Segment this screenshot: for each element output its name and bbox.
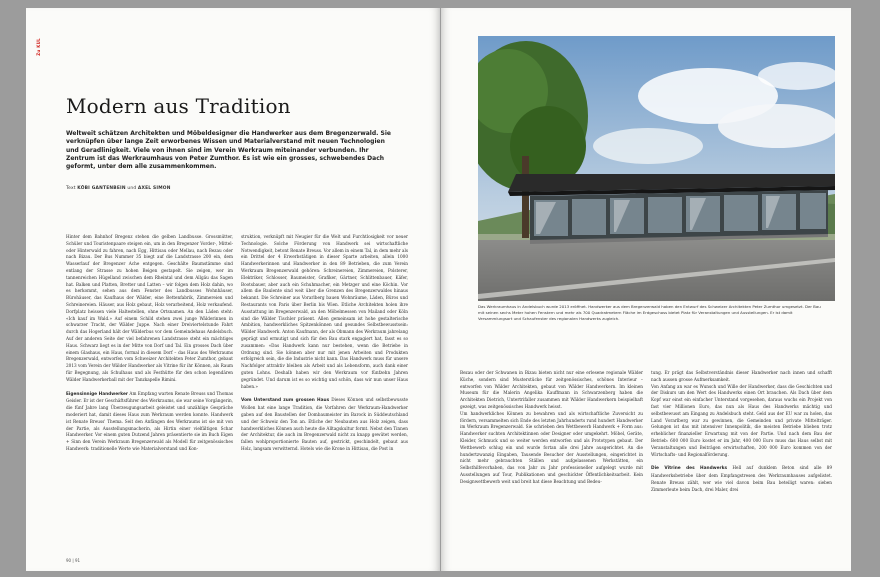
subheading: Vom Unterstand zum grossen Haus (241, 398, 330, 404)
body-paragraph (66, 391, 233, 453)
author-credit (66, 186, 171, 191)
body-paragraph: struktion, verknüpft mit Neugier für die Welt und Furchtlosigkeit vor neuer Technologie. Solche Förderung von Handwerk sei wirtschaftliche Notwendigkeit, betont Renate Breuss. Vor allem in einem Tal, in dem mehr als ein Drittel der 4 Erwerbstätigen in dieser Sparte arbeiten, allein 1000 Handwerkerinnen und Handwerker in den 89 Betrieben, die zum Verein Werkraum Bregenzerwald gehören: Schreinereien, Zimmereien, Polsterer, Elektriker, Schlosser, Baumeister, Grafiker, Gärtner, Schlittenbauer, Käfer, Bootsbauer, aber auch ein Schuhmacher, ein Metzger und eine Köchin. Vor allem die Baulente sind weit über die Grenzen des Bregenzerwaldes hinaus bekannt. Die Schreiner aus Vorarlberg bauen Wohnräume, Läden, Büros und Restaurants von Paris über Berlin bis Wien. Etliche Architekten holen ihre Ausstattung im Bregenzerwald, an den Möbelmessen von Mailand oder Köln sind die Wälder Tischler präsent. Allen gemeinsam ist hohe gestalterische Ambition, handwerkliches Spitzenkönnen und gesundes Selbstbewusstsein: Wälder Handwerk. Anton Kaufmann, der als Obmann des Werkraum jahrelang geprägt und ermutigt und sich für den Bau stark engagiert hat, fasst es so zusammen: «Das Handwerk kann nur bestehen, wenn die Betriebe in Ordnung sind. Sie können aber nur mit jenen Arbeiten und Produkten erfolgreich sein, die die Industrie nicht kann. Das Handwerk muss für unsere Nachfolger attraktiv bleiben als Arbeit und als Lebensform, auch dank einer guten Lohns. Deshalb haben wir den Werkraum vor fünfzehn Jahren gegründet. Und darum ist es so wichtig und schön, dass wir nun unser Haus haben.» (241, 234, 408, 389)
text-column-left-2 (241, 234, 408, 562)
right-page (441, 8, 851, 571)
body-paragraph: Bezau oder der Schwanen in Bizau bieten nicht nur eine erlesene regionale Wälder Küche, sondern sind Musterstücke für zeitgenössisches, schönes Interieur – entworfen von Wälder Architekten, gebaut von Wälder Handwerkern. Im kleinen Museum für die Malerin Angelika Kauffmann in Schwarzenberg haben die Architekten Dietrich, Untertrifaller zusammen mit Wälder Handwerkern beispielhaft gezeigt, was zeitgenössisches Handwerk heisst. (460, 370, 643, 409)
subheading: Die Vitrine des Handwerks (651, 466, 728, 472)
body-text: Am Empfang warten Renate Breuss und Thomas Geisler. Er ist der Geschäftsführer des Werkraums, sie war seine Vorgängerin, die fünf Jahre lang Überzeugungsarbeit geleistet und unzählige Gespräche moderiert hat, damit dieses Haus zum Werkraum werden konnte. Handwerk ist Renate Breuss' Thema. Seit den Anfängen des Werkraums ist sie mit von der Partie, als Ausstellungsmacherin, als Hirtin einer vielfältigen Schar Handwerker. Vor einem guten Dutzend Jahren präsentierte sie im Buch Eigen + Sinn den Verein Werkraum Bregenzerwald als Modell für zeitgenössisches Handwerk: traditionelle Werte wie Materialverstand und Kon- (66, 390, 233, 451)
left-page (26, 8, 440, 571)
photo-caption: Das Werkraumhaus in Andelsbuch wurde 2013 eröffnet. Handwerker aus dem Bregenzerwald haben den Entwurf des Schweizer Architekten Peter Zumthor umgesetzt. Der Bau mit seinen sechs Meter hohen Fenstern und mehr als 700 Quadratmetern Fläche im Erdgeschoss bietet Platz für Veranstaltungen und Ausstellungen. Er ist damit Versammlungsort und Schaufenster des regionalen Handwerks zugleich. (478, 304, 821, 321)
article-title: Modern aus Tradition (66, 94, 291, 118)
body-paragraph: Von Anfang an war es Wunsch und Wille der Handwerker, dass die Geschichten und der Diskurs um den Wert des Handwerks einen Ort brauchen. Als Dach über dem Kopf war einst ein einfacher Unterstand vorgesehen, daraus wuchs ein Projekt von fast vier Millionen Euro, das nun als Haus des Handwerks mächtig und selbstbewusst am Eingang zu Andelsbuch steht. Geld aus der EU war zu holen, das Land Vorarlberg war zu gewinnen, die Gemeinden und private Mittelträger. Gelungen ist das mit intensiver Innenpolitik, die meisten Betriebe blieben trotz erheblicher finanzieller Erwartung mit von der Partie. Und nach dem Bau der Betrieb: 600 000 Euro kostet er im Jahr, 400 000 Euro muss das Haus selbst mit Veranstaltungen und Beiträgen erwirtschaften, 200 000 Euro kommen von der Wirtschafts- und Regionalförderung. (651, 383, 832, 457)
body-paragraph: Um handwerkliches Können zu bewahren und als wirtschaftliche Zuversicht zu fördern, versammelten sich Ende des letzten Jahrhunderts rund hundert Handwerker im Werkraum Bregenzerwald. Sie schrieben den Wettbewerb Handwerk + Form aus: Handwerker suchten Architektinnen oder Designer oder umgekehrt. Möbel, Geräte, Kleider, Schmuck und so weiter werden entworfen und als Prototypen gebaut. Der Wettbewerb schlug ein und wurde fortan alle drei Jahre ausgerichtet. An die hundertzwanzig Eingaben, Tausende Besucher der Ausstellungen, eingerichtet in nicht mehr gebrauchten Ställen und aufgelassenen Werkstätten, ein Selbsthilfevorhaben, das von Jahr zu Jahr professioneller aufgelegt wurde mit Ausstellungen auf Tour, Publikationen und geschickter Öffentlichkeitsarbeit. Kein Designwettbewerb weit und breit hat diese Beachtung und Bedeu- (460, 410, 643, 484)
text-column-left-1 (66, 234, 233, 562)
body-paragraph (651, 465, 832, 493)
body-text: Hell auf dunklem Beton sind alle 89 Handwerksbetriebe über dem Empfangstresen des Werkraumhauses aufgelistet. Renate Breuss zählt, wer wie viel davon beim Bau beteiligt waren: sieben Zimmerleute beim Dach, drei Maler, drei (651, 465, 832, 492)
page-folio: 90 | 91 (66, 558, 81, 563)
body-paragraph: tung. Er prägt das Selbstverständnis dieser Handwerker nach innen und schafft nach aussen grosse Aufmerksamkeit. (651, 370, 832, 382)
article-lead: Weltweit schätzen Architekten und Möbeldesigner die Handwerker aus dem Bregenzerwald. Sie verknüpfen über lange Zeit erworbenes Wissen und Materialverstand mit neuen Technologien und Geradlinigkeit. Viele von ihnen sind im Verein Werkraum miteinander verbunden. Ihr Zentrum ist das Werkraumhaus von Peter Zumthor. Es ist wie ein grosses, schwebendes Dach geformt, unter dem alle zusammenkommen. (66, 130, 391, 171)
credit-author-2: AXEL SIMON (137, 186, 171, 191)
body-paragraph (241, 397, 408, 452)
text-column-right-1 (460, 370, 643, 562)
building-photo-illustration (478, 36, 835, 301)
body-text: Dieses Können und selbstbewusste Wollen hat eine lange Tradition, die Vorfahren der Werkraum-Handwerker gaben auf den Baustellen der Dombaumeister im Barock in Süddeutschland und der Schweiz den Ton an. Etliche der Neubauten aus Holz zeigen, dass handwerkliches Können auch heute die Alltagskultur formt. Nebst den Tinnen der Architektur, die auch im Bregenzerwald nicht zu knapp gewütet werden, fallen wohlproportionierte Bauten auf, gestrickt, geschindelt, gebaut aus Holz, langsam verwitternd. Hotels wie die Krone in Hittisau, die Post in (241, 397, 408, 451)
werkraumhaus-photo (478, 36, 835, 301)
credit-joiner: und (127, 186, 137, 191)
text-column-right-2 (651, 370, 832, 562)
running-head: Zu KUL (36, 38, 41, 56)
subheading: Eigensinnige Handwerker (66, 391, 129, 397)
credit-author-1: KÖBI GANTENBEIN (77, 186, 126, 191)
credit-prefix: Text (66, 186, 76, 191)
body-paragraph: Hinter dem Bahnhof Bregenz stehen die gelben Landbusse. Grossmütter, Schüler und Touristenpaare steigen ein, um in den Bregenzer Vorder-, Mittel- oder Hinterwald zu fahren, nach Egg, Hittisau oder Mellau, nach Bezau oder nach Bizau. Der Bus Nummer 35 biegt auf die Landstrasse 200 ein, dem Wasserlauf der Bregenzer Ache entgegen. Geschälte Baumstämme sind entlang der Strasse zu hohen Beigen gestapelt. Sie zeigen, wer im tannenreichen Hügelland zwischen dem Rheintal und dem Allgäu das Sagen hat. Balken und Platten, Bretter und Latten – wir folgen dem Holz dahin, wo es herkommt, sehen aus dem Fenster des Landbusses Wohnhäuser, Bürohäuser, das Kaufhaus der Wälder, eine Bettenfabrik, Zimmereien und Schreinereien. Häuser, aus Holz gebaut, Holz verarbeitend, Holz verkaufend. Dorfplatz heissen viele Haltestellen, ohne Ortsnamen. An den Läden steht: «Ich kauf im Wald.» Auf einem Schild stehen zwei junge Wälderinnen in schwarzer Tracht, der Wälder Juppe. Nach einer Dreiviertelstunde Fahrt durch das Hogerland hält der Wälderbus vor dem Gemeindehaus Andelsbuch. Auf der anderen Seite der viel befahrenen Landstrasse steht ein mächtiges Haus. Schwarz liegt es in der Mitte von Dorf und Tal. Ein grosses Dach über einem Glashaus, ein Haus, formal in diesem Dorf – das Haus des Werkraums Bregenzerwald, entworfen vom Schweizer Architekten Peter Zumthor, gebaut 2013 vom Verein der Wälder Handwerker als Vitrine für ihr Können, als Raum für Begegnung, als Schulhaus und als Festhütte für den schon legendären Wälder Handwerkerball mit der Tanzkapelle Rimini. (66, 234, 233, 382)
